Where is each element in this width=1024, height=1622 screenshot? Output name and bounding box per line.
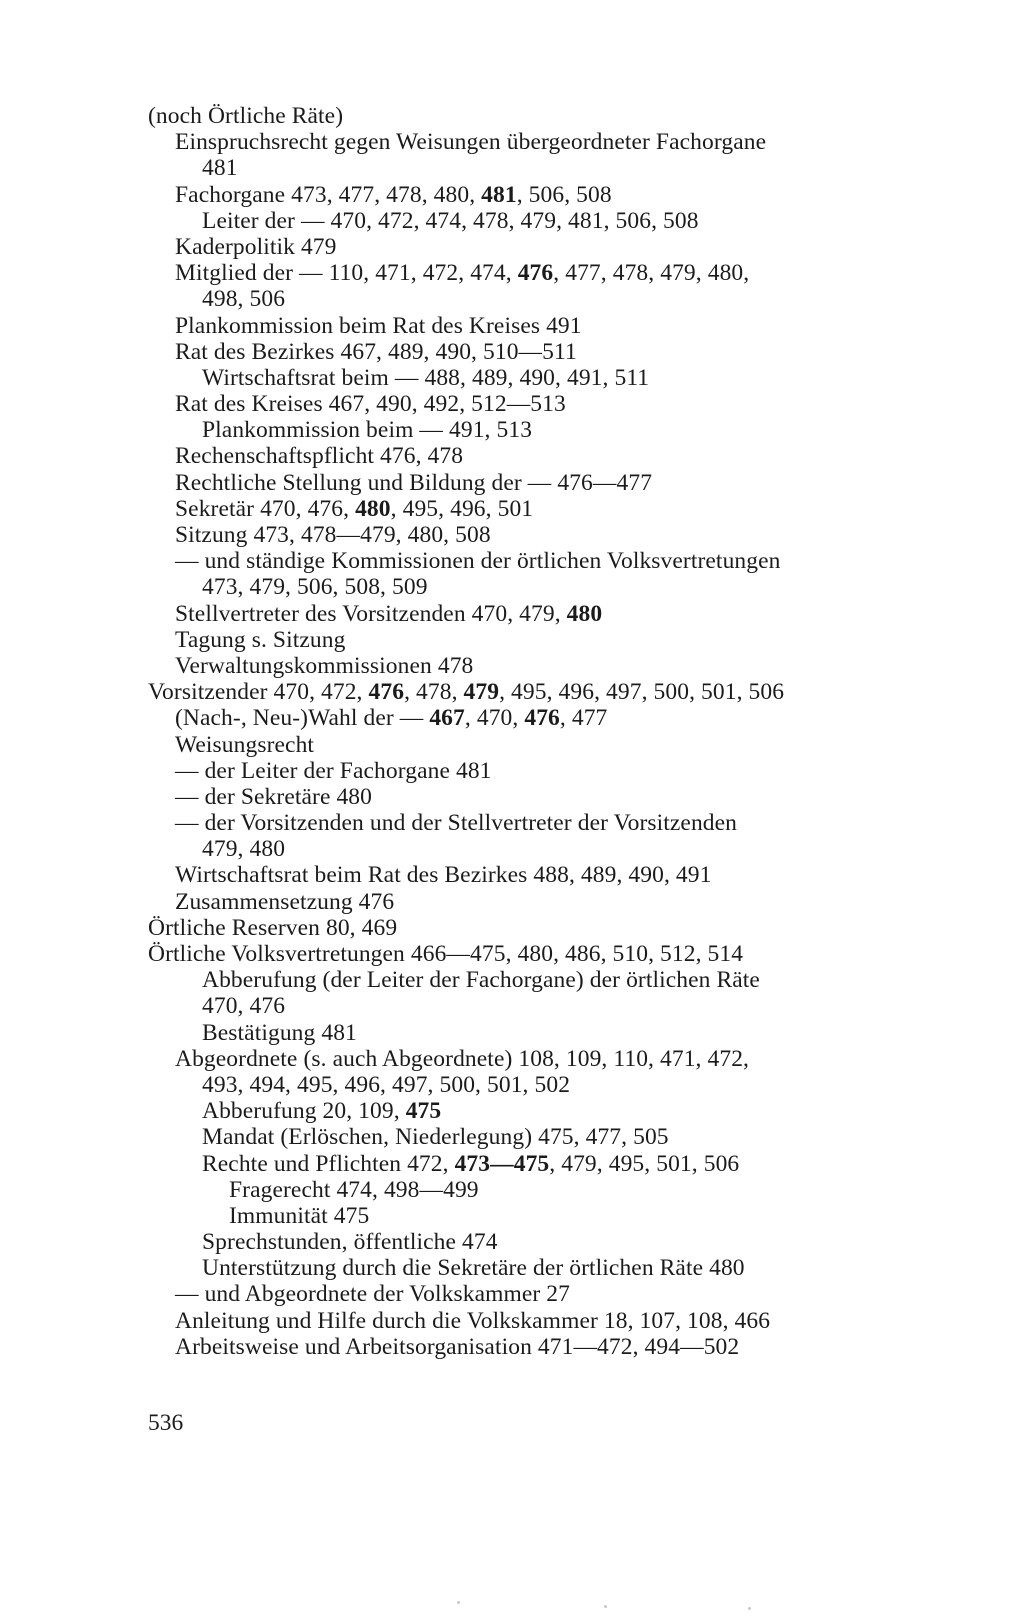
index-line [148,574,888,600]
index-text: , 495, 496, 497, 500, 501, 506 [499,679,785,706]
index-line [148,653,888,679]
index-text: , 470, [464,705,525,732]
index-line [148,679,888,705]
index-line [148,1308,888,1334]
index-page-ref-bold: 476 [517,260,554,287]
index-text: Tagung s. Sitzung [175,626,346,653]
index-text: 479, 480 [202,836,286,863]
index-page-ref-bold: 467 [429,705,465,732]
index-page-ref-bold: 481 [481,181,517,208]
index-line [148,1098,888,1124]
index-line [148,208,888,234]
index-line [148,732,888,758]
index-page-ref-bold: 475 [405,1098,442,1125]
index-line [148,1203,888,1229]
index-line [148,1124,888,1150]
index-line [148,705,888,731]
index-text: 498, 506 [202,286,286,313]
index-text: 473, 479, 506, 508, 509 [202,574,428,601]
index-text: Plankommission beim Rat des Kreises 491 [175,312,582,339]
index-text: Wirtschaftsrat beim — 488, 489, 490, 491, 511 [202,364,650,391]
index-text: Rechtliche Stellung und Bildung der — 476—477 [175,469,653,496]
page-number: 536 [148,1410,184,1436]
index-line [148,941,888,967]
index-text: 493, 494, 495, 496, 497, 500, 501, 502 [202,1071,571,1098]
index-text: , 478, [404,679,464,706]
index-text: — der Sekretäre 480 [175,783,373,810]
index-line [148,1072,888,1098]
index-text: Fragerecht 474, 498—499 [229,1176,479,1203]
index-line [148,1281,888,1307]
index-text: Rechenschaftspflicht 476, 478 [175,443,464,470]
index-line [148,548,888,574]
index-line [148,443,888,469]
index-line [148,784,888,810]
index-line [148,129,888,155]
index-line [148,234,888,260]
index-line [148,967,888,993]
index-line [148,1151,888,1177]
index-line [148,993,888,1019]
index-line [148,339,888,365]
index-line [148,313,888,339]
index-line [148,627,888,653]
index-line [148,915,888,941]
index-line [148,836,888,862]
index-text: Örtliche Volksvertretungen 466—475, 480, 486, 510, 512, 514 [148,941,744,967]
index-line [148,103,888,129]
index-text: Sekretär 470, 476, [175,495,356,522]
index-line [148,391,888,417]
index-text: , 477, 478, 479, 480, [553,260,750,287]
scan-artifact [748,1607,751,1610]
index-text: Rechte und Pflichten 472, [202,1150,455,1177]
index-text: Abberufung 20, 109, [202,1098,406,1125]
index-page-ref-bold: 476 [524,705,560,732]
index-text: Immunität 475 [229,1202,370,1229]
index-line [148,1177,888,1203]
index-text: — und Abgeordnete der Volkskammer 27 [175,1281,570,1308]
index-line [148,365,888,391]
index-page-ref-bold: 473—475 [454,1150,550,1177]
index-text: 481 [202,155,238,182]
index-text: Abgeordnete (s. auch Abgeordnete) 108, 109, 110, 471, 472, [175,1045,750,1072]
index-text: Plankommission beim — 491, 513 [202,417,533,444]
index-entries [148,103,888,1360]
index-line [148,1334,888,1360]
index-text: — der Vorsitzenden und der Stellvertreter der Vorsitzenden [175,810,738,837]
index-line [148,810,888,836]
index-text: Bestätigung 481 [202,1019,357,1046]
index-text: Rat des Bezirkes 467, 489, 490, 510—511 [175,338,577,365]
index-text: (Nach-, Neu-)Wahl der — [175,705,430,732]
index-text: — und ständige Kommissionen der örtlichen Volksvertretungen [175,548,781,575]
index-line [148,758,888,784]
index-text: Vorsitzender 470, 472, [148,679,369,706]
index-line [148,1046,888,1072]
scan-artifact [604,1605,607,1608]
index-text: — der Leiter der Fachorgane 481 [175,757,492,784]
index-text: Anleitung und Hilfe durch die Volkskammer 18, 107, 108, 466 [175,1307,771,1334]
index-text: Leiter der — 470, 472, 474, 478, 479, 481, 506, 508 [202,207,699,234]
index-text: Weisungsrecht [175,731,315,758]
index-line [148,601,888,627]
index-line [148,1020,888,1046]
index-text: (noch Örtliche Räte) [148,103,344,129]
index-page-ref-bold: 479 [463,679,500,706]
index-text: Kaderpolitik 479 [175,233,337,260]
index-text: Abberufung (der Leiter der Fachorgane) der örtlichen Räte [202,967,760,994]
index-text: Mitglied der — 110, 471, 472, 474, [175,260,518,287]
index-text: Sprechstunden, öffentliche 474 [202,1229,498,1256]
index-line [148,862,888,888]
scan-artifact [457,1601,460,1604]
index-line [148,1229,888,1255]
index-text: , 506, 508 [516,181,612,208]
index-line [148,470,888,496]
index-text: , 495, 496, 501 [390,495,534,522]
index-text: Mandat (Erlöschen, Niederlegung) 475, 477, 505 [202,1124,669,1151]
index-text: Sitzung 473, 478—479, 480, 508 [175,522,491,548]
index-line [148,1255,888,1281]
index-line [148,417,888,443]
index-line [148,155,888,181]
index-page-ref-bold: 476 [368,679,405,706]
index-text: Fachorgane 473, 477, 478, 480, [175,181,482,208]
index-text: Verwaltungskommissionen 478 [175,652,474,679]
index-line [148,182,888,208]
index-line [148,496,888,522]
index-text: Zusammensetzung 476 [175,888,395,915]
index-page-ref-bold: 480 [355,495,391,522]
index-text: Arbeitsweise und Arbeitsorganisation 471—472, 494—502 [175,1333,740,1360]
index-text: Örtliche Reserven 80, 469 [148,914,398,941]
index-line [148,889,888,915]
index-page-ref-bold: 480 [566,600,603,627]
index-text: Rat des Kreises 467, 490, 492, 512—513 [175,391,566,418]
index-line [148,522,888,548]
index-text: , 479, 495, 501, 506 [549,1150,740,1177]
index-text: Stellvertreter des Vorsitzenden 470, 479, [175,600,567,627]
index-line [148,260,888,286]
index-text: , 477 [559,705,608,732]
index-text: Wirtschaftsrat beim Rat des Bezirkes 488, 489, 490, 491 [175,862,712,889]
index-text: Unterstützung durch die Sekretäre der örtlichen Räte 480 [202,1255,745,1282]
index-text: 470, 476 [202,993,286,1020]
index-text: Einspruchsrecht gegen Weisungen übergeordneter Fachorgane [175,129,767,156]
index-line [148,286,888,312]
